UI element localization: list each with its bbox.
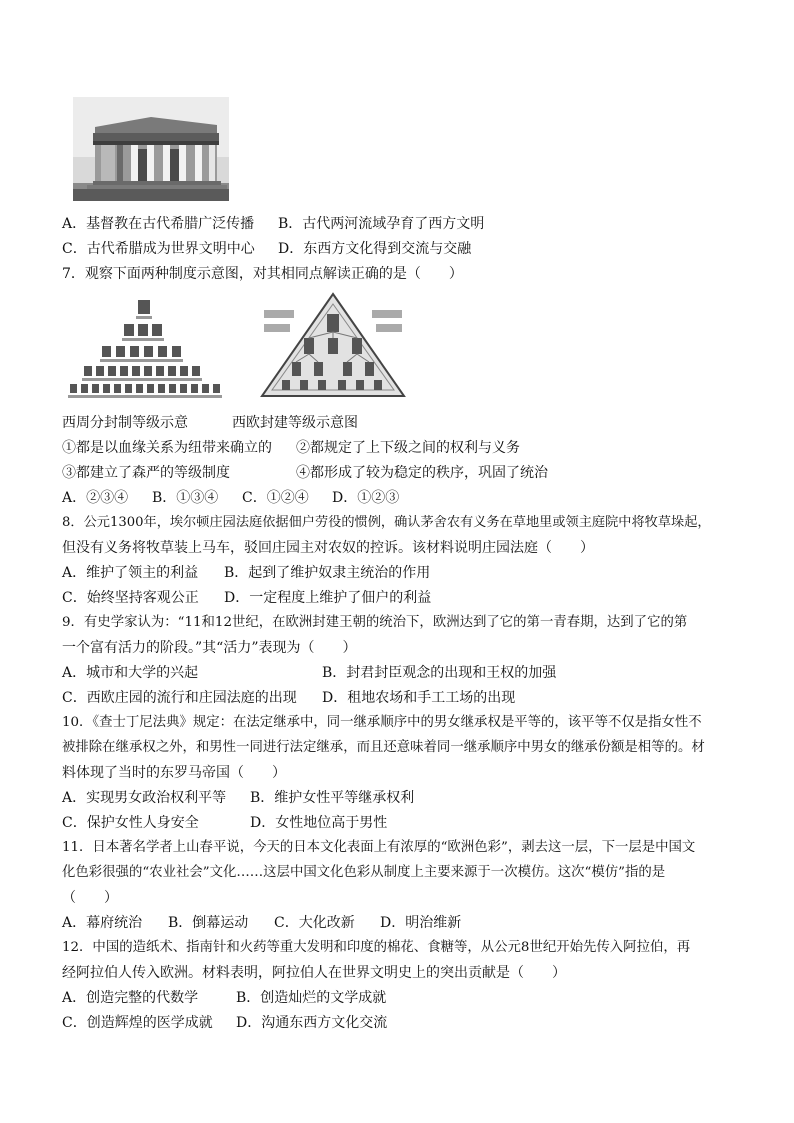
q6-options-row-1 xyxy=(62,214,484,234)
q9-options-row-1 xyxy=(62,663,556,683)
q9-option-c[interactable]: C．西欧庄园的流行和庄园法庭的出现 xyxy=(62,690,297,706)
q11-option-c[interactable]: C．大化改新 xyxy=(274,915,355,931)
q8-option-b[interactable]: B．起到了维护奴隶主统治的作用 xyxy=(224,565,431,581)
q7-option-d[interactable]: D．①②③ xyxy=(332,490,400,506)
q10-stem-line-3: 料体现了当时的东罗马帝国（ ） xyxy=(62,765,286,781)
q7-options xyxy=(62,488,399,508)
q6-option-a[interactable]: A．基督教在古代希腊广泛传播 xyxy=(62,216,255,232)
q7-statement-3: ③都建立了森严的等级制度 xyxy=(62,465,230,481)
q12-option-b[interactable]: B．创造灿烂的文学成就 xyxy=(236,990,387,1006)
q9-option-d[interactable]: D．租地农场和手工工场的出现 xyxy=(322,690,516,706)
q6-option-b[interactable]: B．古代两河流域孕育了西方文明 xyxy=(278,216,485,232)
q11-stem-line-3: （ ） xyxy=(62,890,118,906)
q8-options-row-2 xyxy=(62,588,431,608)
q12-option-c[interactable]: C．创造辉煌的医学成就 xyxy=(62,1015,213,1031)
caption-western-europe: 西欧封建等级示意图 xyxy=(232,415,358,431)
q9-option-a[interactable]: A．城市和大学的兴起 xyxy=(62,665,199,681)
q8-options-row-1 xyxy=(62,563,430,583)
q11-option-d[interactable]: D．明治维新 xyxy=(380,915,462,931)
q8-option-a[interactable]: A．维护了领主的利益 xyxy=(62,565,199,581)
q7-option-a[interactable]: A．②③④ xyxy=(62,490,129,506)
q7-statement-1: ①都是以血缘关系为纽带来确立的 xyxy=(62,440,272,456)
q7-option-b[interactable]: B．①③④ xyxy=(152,490,219,506)
q11-option-a[interactable]: A．幕府统治 xyxy=(62,915,143,931)
q7-option-c[interactable]: C．①②④ xyxy=(242,490,309,506)
q7-statement-4: ④都形成了较为稳定的秩序，巩固了统治 xyxy=(296,465,548,481)
q9-option-b[interactable]: B．封君封臣观念的出现和王权的加强 xyxy=(322,665,557,681)
q12-option-a[interactable]: A．创造完整的代数学 xyxy=(62,990,199,1006)
q7-captions xyxy=(62,413,358,433)
western-europe-feudal-hierarchy-diagram xyxy=(258,290,408,402)
q11-option-b[interactable]: B．倒幕运动 xyxy=(168,915,249,931)
q7-statement-2: ②都规定了上下级之间的权利与义务 xyxy=(296,440,520,456)
q10-option-b[interactable]: B．维护女性平等继承权利 xyxy=(250,790,415,806)
caption-western-zhou: 西周分封制等级示意 xyxy=(62,415,188,431)
q10-stem-line-1: 10．《查士丁尼法典》规定：在法定继承中，同一继承顺序中的男女继承权是平等的，该平等不仅是指女性不 xyxy=(62,715,702,730)
q8-option-c[interactable]: C．始终坚持客观公正 xyxy=(62,590,199,606)
q12-options-row-2 xyxy=(62,1013,387,1033)
q9-stem-line-2: 一个富有活力的阶段。”其“活力”表现为（ ） xyxy=(62,640,357,656)
q11-stem-line-2: 化色彩很强的“农业社会”文化……这层中国文化色彩从制度上主要来源于一次模仿。这次“模仿”指的是 xyxy=(62,865,666,880)
q7-stem: 7．观察下面两种制度示意图，对其相同点解读正确的是（ ） xyxy=(62,266,463,282)
q8-stem-line-2: 但没有义务将牧草装上马车，驳回庄园主对农奴的控诉。该材料说明庄园法庭（ ） xyxy=(62,540,594,556)
q6-option-c[interactable]: C．古代希腊成为世界文明中心 xyxy=(62,241,255,257)
western-zhou-hierarchy-diagram xyxy=(62,290,232,402)
q12-option-d[interactable]: D．沟通东西方文化交流 xyxy=(236,1015,388,1031)
q9-stem-line-1: 9．有史学家认为：“11和12世纪，在欧洲封建王朝的统治下，欧洲达到了它的第一青春期，达到了它的第 xyxy=(62,615,688,630)
q9-options-row-2 xyxy=(62,688,515,708)
q6-options-row-2 xyxy=(62,239,471,259)
q7-statements-row-1 xyxy=(62,438,520,458)
q10-stem-line-2: 被排除在继承权之外，和男性一同进行法定继承，而且还意味着同一继承顺序中男女的继承份额是相等的。材 xyxy=(62,740,705,755)
greek-temple-photo xyxy=(73,97,229,201)
q7-statements-row-2 xyxy=(62,463,548,483)
q12-stem-line-2: 经阿拉伯人传入欧洲。材料表明，阿拉伯人在世界文明史上的突出贡献是（ ） xyxy=(62,965,566,981)
q11-options xyxy=(62,913,461,933)
q10-options-row-1 xyxy=(62,788,414,808)
q10-option-d[interactable]: D．女性地位高于男性 xyxy=(250,815,388,831)
q12-options-row-1 xyxy=(62,988,386,1008)
q12-stem-line-1: 12．中国的造纸术、指南针和火药等重大发明和印度的棉花、食糖等，从公元8世纪开始先传入阿拉伯，再 xyxy=(62,940,691,955)
q11-stem-line-1: 11．日本著名学者上山春平说，今天的日本文化表面上有浓厚的“欧洲色彩”，剥去这一层，下一层是中国文 xyxy=(62,840,696,855)
q6-option-d[interactable]: D．东西方文化得到交流与交融 xyxy=(278,241,472,257)
q10-options-row-2 xyxy=(62,813,387,833)
q8-option-d[interactable]: D．一定程度上维护了佃户的利益 xyxy=(224,590,432,606)
q10-option-c[interactable]: C．保护女性人身安全 xyxy=(62,815,199,831)
q8-stem-line-1: 8．公元1300年，埃尔顿庄园法庭依据佃户劳役的惯例，确认茅舍农有义务在草地里或领主庭院中将牧草垛起， xyxy=(62,515,711,530)
q10-option-a[interactable]: A．实现男女政治权利平等 xyxy=(62,790,227,806)
